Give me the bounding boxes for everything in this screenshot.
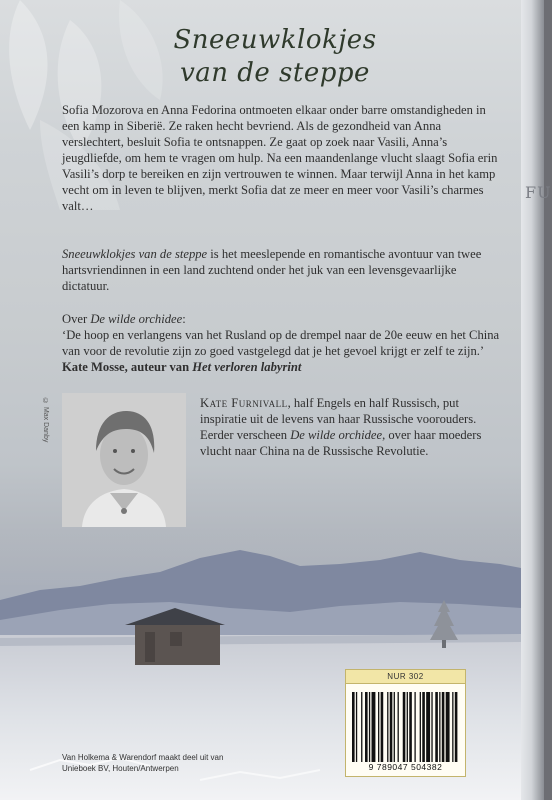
author-portrait-illustration xyxy=(62,393,186,527)
publisher-line-1: Van Holkema & Warendorf maakt deel uit van xyxy=(62,753,224,762)
tagline-text: is het meeslepende en romantische avontuur van twee hartsvriendinnen in een land zuchtend onder het juk van een levensgevaarlijke dictatuur. xyxy=(62,247,482,293)
quote-book-title: De wilde orchidee xyxy=(90,312,183,326)
barcode-icon xyxy=(352,692,460,762)
spine-text: FU xyxy=(525,183,552,202)
nur-label: NUR 302 xyxy=(345,669,466,685)
author-bio-text-1: , half Engels en half Russisch, put inspiratie uit de levens van haar Russische voorouders. Eerder verscheen xyxy=(200,396,477,442)
photo-credit: © Max Danby xyxy=(42,398,49,443)
book-title-line-2: van de steppe xyxy=(180,58,370,88)
quote-attribution: Kate Mosse, auteur van xyxy=(62,360,193,374)
isbn-number: 9 789047 504382 xyxy=(368,762,443,772)
book-title xyxy=(120,24,430,90)
tagline-book-title: Sneeuwklokjes van de steppe xyxy=(62,247,208,261)
publisher-line-2: Unieboek BV, Houten/Antwerpen xyxy=(62,764,179,773)
quote-attribution-book: Het verloren labyrint xyxy=(192,360,302,374)
author-photo xyxy=(62,393,186,527)
isbn-barcode xyxy=(345,683,466,777)
publisher-note xyxy=(62,752,292,774)
quote-text: ‘De hoop en verlangens van het Rusland op de drempel naar de 20e eeuw en het China van voor de revolutie zijn zo goed vastgelegd dat je het gevoel krijgt er zelf te zijn.’ xyxy=(62,328,500,358)
book-title-line-1: Sneeuwklokjes xyxy=(173,25,377,55)
author-name: Kate Furnivall xyxy=(200,396,288,410)
quote-intro: Over xyxy=(62,312,91,326)
synopsis-paragraph: Sofia Mozorova en Anna Fedorina ontmoeten elkaar onder barre omstandigheden in een kamp in Siberië. Ze raken hecht bevriend. Als de gezondheid van Anna verslechtert, besluit Sofia te ontsnappen. Ze gaat op zoek naar Vasili, Anna’s jeugdliefde, om hem te vragen om hulp. Na een maandenlange vlucht slaagt Sofia erin Vasili’s dorp te bereiken en zijn vertrouwen te winnen. Maar terwijl Anna in het kamp vecht om in leven te blijven, merkt Sofia dat ze meer en meer voor Vasili’s charmes valt… xyxy=(62,103,498,213)
author-bio-text-2: , over haar moeders vlucht naar China na de Russische Revolutie. xyxy=(200,428,482,458)
author-bio-book-title: De wilde orchidee xyxy=(290,428,383,442)
quote-colon: : xyxy=(182,312,186,326)
review-quote xyxy=(62,311,502,375)
author-bio xyxy=(200,395,500,459)
spine-edge xyxy=(521,0,552,800)
tagline-paragraph xyxy=(62,246,502,294)
